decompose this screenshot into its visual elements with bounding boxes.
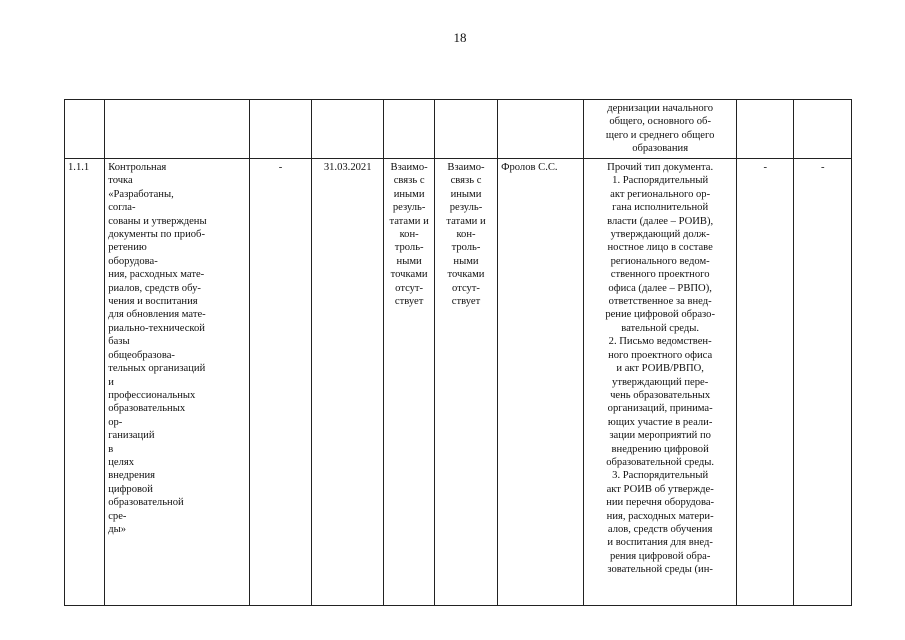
cell-empty xyxy=(434,100,497,159)
name-line: ды» xyxy=(108,523,127,535)
cell-document xyxy=(584,159,737,606)
name-line: сованы и утверждены xyxy=(108,215,207,227)
name-line: тельных организаций xyxy=(108,363,206,375)
name-line xyxy=(108,241,246,268)
doc-line: щего и среднего общего xyxy=(605,129,715,141)
doc-line: ющих участие в реали- xyxy=(607,416,713,428)
name-line xyxy=(108,496,246,523)
name-word: в xyxy=(108,443,114,455)
cell-responsible: Фролов С.С. xyxy=(498,159,584,606)
doc-line: 1. Распорядительный xyxy=(612,175,709,187)
name-word: ретению xyxy=(108,242,147,254)
cell-empty xyxy=(384,100,435,159)
doc-line: внедрению цифровой xyxy=(611,443,709,455)
relation-line: иными xyxy=(450,188,482,200)
name-line xyxy=(108,188,246,215)
cell-date: 31.03.2021 xyxy=(311,159,383,606)
cell-empty xyxy=(737,100,794,159)
doc-line: общего, основного об- xyxy=(609,116,711,128)
cell-doc-continuation xyxy=(584,100,737,159)
doc-line: акт РОИВ об утвержде- xyxy=(606,483,714,495)
relation-line: Взаимо- xyxy=(390,162,428,173)
name-word: цифровой xyxy=(108,483,153,495)
name-line xyxy=(108,335,246,362)
name-word: образовательной xyxy=(108,497,184,509)
cell-name-empty xyxy=(105,100,250,159)
cell-empty xyxy=(794,100,852,159)
doc-line: рения цифровой обра- xyxy=(609,550,711,562)
name-line: документы по приоб- xyxy=(108,229,205,241)
doc-line: гана исполнительной xyxy=(612,202,709,214)
name-word: Контрольная xyxy=(108,162,167,173)
relation-line: резуль- xyxy=(392,202,426,214)
page-number: 18 xyxy=(453,30,467,45)
cell-empty xyxy=(498,100,584,159)
doc-line: регионального ведом- xyxy=(610,255,710,267)
name-word: базы xyxy=(108,336,130,348)
name-word: и xyxy=(108,376,114,388)
name-line xyxy=(108,429,246,469)
name-word: образовательных xyxy=(108,403,186,415)
doc-line: и акт РОИВ/РВПО, xyxy=(616,363,704,375)
doc-line: вательной среды. xyxy=(621,322,700,334)
doc-line: 2. Письмо ведомствен- xyxy=(608,336,712,348)
name-word: согла- xyxy=(108,202,136,214)
doc-line: акт регионального ор- xyxy=(610,188,711,200)
name-word: внедрения xyxy=(108,470,156,482)
doc-line: утверждающий долж- xyxy=(610,229,710,241)
relation-line: кон- xyxy=(399,229,419,241)
relation-line: татами и xyxy=(389,215,429,227)
doc-line: ного проектного офиса xyxy=(608,349,713,361)
table-row xyxy=(65,159,852,606)
relation-line: отсут- xyxy=(452,282,480,294)
doc-line: нии перечня оборудова- xyxy=(606,497,715,509)
doc-line: утверждающий пере- xyxy=(612,376,709,388)
name-line xyxy=(108,469,246,496)
cell-date-empty xyxy=(311,100,383,159)
cell-extra-1: - xyxy=(737,159,794,606)
doc-line: организаций, принима- xyxy=(607,403,713,415)
name-line xyxy=(108,402,246,429)
relation-line: связь с xyxy=(450,175,482,187)
cell-name xyxy=(105,159,250,606)
relation-line: резуль- xyxy=(449,202,483,214)
doc-line: ния, расходных матери- xyxy=(606,510,714,522)
name-word: общеобразова- xyxy=(108,349,175,361)
relation-line: иными xyxy=(393,188,425,200)
document-table xyxy=(64,99,852,606)
relation-line: троль- xyxy=(394,242,424,254)
name-line: риалов, средств обу- xyxy=(108,282,201,294)
name-word: ганизаций xyxy=(108,430,155,442)
relation-line: ствует xyxy=(451,296,481,308)
cell-empty xyxy=(249,100,311,159)
name-line: ния, расходных мате- xyxy=(108,269,205,281)
name-word: сре- xyxy=(108,510,127,522)
cell-dash: - xyxy=(249,159,311,606)
relation-line: точками xyxy=(447,269,485,281)
relation-line: татами и xyxy=(446,215,486,227)
doc-line: власти (далее – РОИВ), xyxy=(607,215,714,227)
relation-line: кон- xyxy=(456,229,476,241)
relation-line: троль- xyxy=(451,242,481,254)
relation-line: ными xyxy=(453,255,479,267)
cell-relation-2 xyxy=(434,159,497,606)
doc-line: зовательной среды (ин- xyxy=(607,564,713,576)
name-line xyxy=(108,376,246,403)
name-word: профессиональных xyxy=(108,389,196,401)
cell-number: 1.1.1 xyxy=(65,159,105,606)
relation-line: точками xyxy=(390,269,428,281)
doc-line: ностное лицо в составе xyxy=(607,242,713,254)
doc-line: образования xyxy=(632,143,689,155)
doc-line: ответственное за внед- xyxy=(608,296,712,308)
name-word: «Разработаны, xyxy=(108,188,174,200)
doc-line: Прочий тип документа. xyxy=(607,162,714,173)
name-line: чения и воспитания xyxy=(108,296,198,308)
doc-line: офиса (далее – РВПО), xyxy=(608,282,712,294)
doc-line: ственного проектного xyxy=(610,269,710,281)
relation-line: отсут- xyxy=(395,282,424,294)
relation-line: связь с xyxy=(393,175,425,187)
name-word: целях xyxy=(108,456,135,468)
name-word: точка xyxy=(108,175,133,187)
relation-line: ными xyxy=(396,255,422,267)
name-line xyxy=(108,161,246,188)
cell-number-empty xyxy=(65,100,105,159)
doc-line: зации мероприятий по xyxy=(609,430,711,442)
doc-line: дернизации начального xyxy=(607,103,714,114)
doc-line: чень образовательных xyxy=(610,389,711,401)
doc-line: алов, средств обучения xyxy=(607,523,713,535)
name-word: ор- xyxy=(108,416,123,428)
name-line: для обновления мате- xyxy=(108,309,206,321)
doc-line: и воспитания для внед- xyxy=(607,537,713,549)
doc-line: 3. Распорядительный xyxy=(612,470,709,482)
doc-line: рение цифровой образо- xyxy=(605,309,715,321)
doc-line: образовательной среды. xyxy=(606,456,715,468)
relation-line: Взаимо- xyxy=(447,162,485,173)
table-row-continuation xyxy=(65,100,852,159)
cell-extra-2: - xyxy=(794,159,852,606)
cell-relation-1 xyxy=(384,159,435,606)
relation-line: ствует xyxy=(394,296,424,308)
name-word: оборудова- xyxy=(108,255,158,267)
name-line: риально-технической xyxy=(108,322,205,334)
